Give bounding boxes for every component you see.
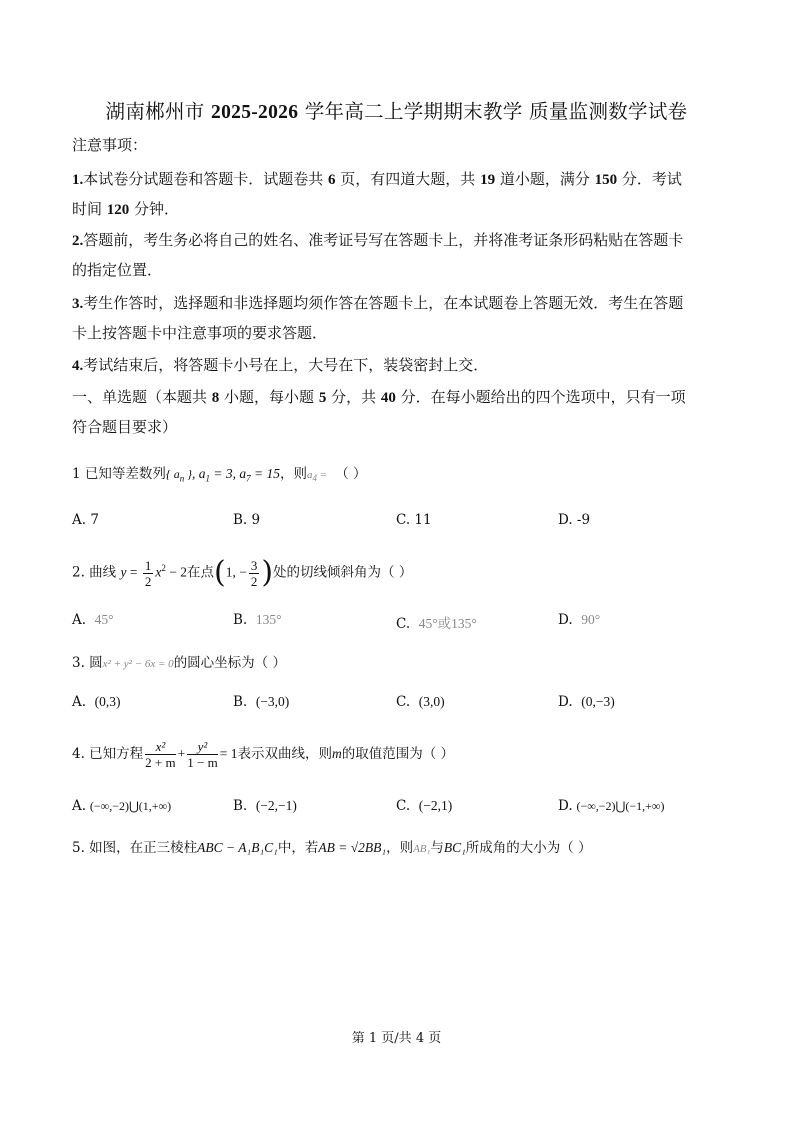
- option-value: (0,−3): [581, 694, 615, 709]
- option-label: C.: [396, 694, 411, 710]
- section-number: 40: [380, 390, 396, 406]
- q4-option-b: [233, 798, 297, 814]
- notice-text: 答题前，考生务必将自己的姓名、准考证号写在答题卡上，并将准考证条形码粘贴在答题卡: [83, 231, 684, 249]
- q2-option-b: [233, 612, 281, 628]
- frac-denominator: 2 + m: [145, 755, 176, 770]
- title-prefix: 湖南郴州市: [105, 100, 212, 123]
- q3-option-a: [72, 694, 121, 710]
- section-heading: [72, 387, 686, 408]
- question-5: [72, 838, 592, 859]
- option-value: (−∞,−2)⋃(1,+∞): [89, 799, 172, 813]
- page-title: [0, 96, 793, 124]
- frac-numerator: 1: [144, 557, 152, 573]
- fraction-y2: [187, 739, 217, 770]
- q2-option-a: [72, 612, 114, 628]
- question-text: 的取值范围为（ ）: [341, 746, 454, 762]
- frac-numerator: x²: [145, 739, 175, 755]
- option-label: D.: [558, 798, 573, 814]
- q1-option-c: C. 11: [396, 512, 432, 528]
- frac-denominator: 2: [144, 573, 152, 589]
- notice-text: 道小题，满分: [495, 170, 595, 188]
- line-ab1: AB₁: [413, 843, 431, 855]
- left-paren: (: [213, 555, 226, 590]
- option-value: (−2,1): [418, 798, 453, 813]
- q1-option-b: B. 9: [233, 512, 261, 528]
- notice-item-2-cont: 的指定位置．: [72, 261, 163, 279]
- fraction-x2: [145, 739, 175, 770]
- title-years: 2025-2026: [211, 102, 299, 123]
- notice-text: 时间: [72, 200, 107, 218]
- circle-equation: x² + y² − 6x = 0: [102, 658, 174, 670]
- section-number: 5: [318, 390, 327, 406]
- option-value: (−3,0): [255, 694, 290, 709]
- q3-option-b: [233, 694, 289, 710]
- condition-formula: AB = √2BB₁: [318, 840, 387, 855]
- question-stem: 4. 已知方程: [72, 746, 144, 762]
- math-text: , a: [192, 466, 206, 481]
- fraction-three-halves: [249, 558, 260, 589]
- math-sub: n: [179, 473, 185, 484]
- q2-option-d: [558, 612, 600, 628]
- option-value: 90°: [581, 612, 601, 627]
- math-sub: 1: [205, 473, 211, 484]
- notice-text: 分钟．: [129, 200, 180, 218]
- option-label: C.: [396, 798, 411, 814]
- condition-formula: [192, 466, 281, 484]
- math-text: }: [184, 467, 193, 481]
- math-text: y: [120, 564, 127, 580]
- notice-item-1-cont: [72, 199, 179, 220]
- question-4: [72, 734, 454, 774]
- prism-formula: ABC − A₁B₁C₁: [197, 840, 278, 855]
- option-value: (3,0): [418, 694, 445, 709]
- option-label: A.: [72, 798, 87, 814]
- math-text: a: [307, 469, 313, 481]
- math-text: +: [177, 746, 186, 761]
- q3-option-c: [396, 694, 445, 710]
- notice-text: 分．考试: [617, 170, 682, 188]
- option-value: (−∞,−2)⋃(−1,+∞): [576, 799, 665, 813]
- option-label: A.: [72, 612, 87, 628]
- q1-option-a: A. 7: [72, 512, 99, 528]
- question-text: 中，若: [277, 840, 319, 856]
- option-value: 135°: [255, 612, 282, 627]
- q2-option-c: [396, 612, 477, 632]
- target-term: [307, 469, 328, 484]
- option-value: (−2,−1): [255, 798, 297, 813]
- question-text: 在点: [186, 564, 214, 581]
- option-value: 45°: [94, 612, 114, 627]
- frac-numerator: y²: [187, 739, 217, 755]
- math-text: x: [155, 564, 162, 580]
- notice-number: 120: [106, 202, 130, 218]
- math-sub: 4: [312, 473, 318, 484]
- math-text: = 1: [219, 746, 238, 761]
- frac-denominator: 1 − m: [187, 755, 218, 770]
- frac-denominator: 2: [250, 573, 258, 589]
- q1-option-d: D. -9: [558, 512, 591, 528]
- section-text: 一、单选题（本题共: [72, 388, 212, 406]
- math-text: = 3, a: [210, 466, 247, 481]
- math-text: m: [331, 746, 342, 761]
- option-label: D.: [558, 612, 573, 628]
- question-3: [72, 653, 286, 674]
- option-label: A.: [72, 694, 87, 710]
- option-value: (0,3): [94, 694, 121, 709]
- option-label: B.: [233, 798, 248, 814]
- math-text: − 2: [165, 564, 187, 580]
- question-text: 所成角的大小为（ ）: [465, 840, 592, 856]
- item-number: 3.: [72, 296, 84, 312]
- item-number: 2.: [72, 233, 84, 249]
- math-text: =: [317, 469, 328, 481]
- question-stem: 3. 圆: [72, 655, 103, 671]
- notice-heading: 注意事项：: [72, 136, 148, 154]
- math-sup: 2: [161, 563, 166, 573]
- line-bc1: BC₁: [443, 840, 466, 855]
- notice-item-3: [72, 293, 683, 314]
- math-text: =: [126, 564, 141, 580]
- question-stem: 1 已知等差数列: [72, 466, 166, 482]
- section-text: 分．在每小题给出的四个选项中，只有一项: [395, 388, 686, 406]
- math-text: = 15: [250, 466, 281, 481]
- right-paren: ): [261, 555, 274, 590]
- sequence-symbol: [165, 467, 193, 484]
- notice-item-4: [72, 355, 488, 376]
- question-text: 与: [430, 840, 444, 856]
- q4-option-a: [72, 798, 171, 814]
- notice-text: 考试结束后，将答题卡小号在上，大号在下，装袋密封上交．: [83, 356, 489, 374]
- notice-text: 页，有四道大题，共: [335, 170, 481, 188]
- item-number: 4.: [72, 358, 84, 374]
- notice-item-1: [72, 169, 682, 190]
- page-footer: 第 1 页/共 4 页: [351, 1031, 442, 1046]
- question-stem: 2. 曲线: [72, 564, 121, 581]
- question-2: [72, 548, 412, 593]
- section-heading-cont: 符合题目要求）: [72, 418, 178, 436]
- notice-number: 6: [328, 172, 336, 188]
- question-text: ，则: [386, 840, 414, 856]
- q4-option-c: [396, 798, 452, 814]
- question-stem: 5. 如图，在正三棱柱: [72, 840, 198, 856]
- notice-number: 19: [480, 172, 496, 188]
- math-text: 1, −: [225, 564, 247, 580]
- option-label: D.: [558, 694, 573, 710]
- option-label: B.: [233, 694, 248, 710]
- title-suffix: 学年高二上学期期末教学 质量监测数学试卷: [298, 100, 688, 123]
- answer-paren: （ ）: [335, 466, 367, 482]
- section-text: 分，共: [326, 388, 381, 406]
- item-number: 1.: [72, 172, 84, 188]
- q4-option-d: [558, 798, 664, 814]
- math-sub: 7: [246, 473, 251, 484]
- option-label: B.: [233, 612, 248, 628]
- option-value: 45°或135°: [418, 616, 477, 631]
- frac-numerator: 3: [250, 557, 258, 573]
- notice-text: 本试卷分试题卷和答题卡．试题卷共: [83, 170, 329, 188]
- math-text: { a: [165, 467, 180, 481]
- question-text: 处的切线倾斜角为（ ）: [273, 564, 413, 581]
- notice-item-2: [72, 230, 683, 251]
- section-text: 小题，每小题: [219, 388, 319, 406]
- notice-number: 150: [594, 172, 618, 188]
- fraction-half: [143, 558, 154, 589]
- notice-item-3-cont: 卡上按答题卡中注意事项的要求答题．: [72, 324, 328, 342]
- notice-text: 考生作答时，选择题和非选择题均须作答在答题卡上，在本试题卷上答题无效．考生在答题: [83, 294, 684, 312]
- option-label: C.: [396, 616, 411, 632]
- question-1: [72, 464, 367, 489]
- section-number: 8: [211, 390, 220, 406]
- question-text: 表示双曲线，则: [237, 746, 332, 762]
- question-text: 的圆心坐标为（ ）: [173, 655, 286, 671]
- q3-option-d: [558, 694, 615, 710]
- question-text: ，则: [280, 466, 308, 482]
